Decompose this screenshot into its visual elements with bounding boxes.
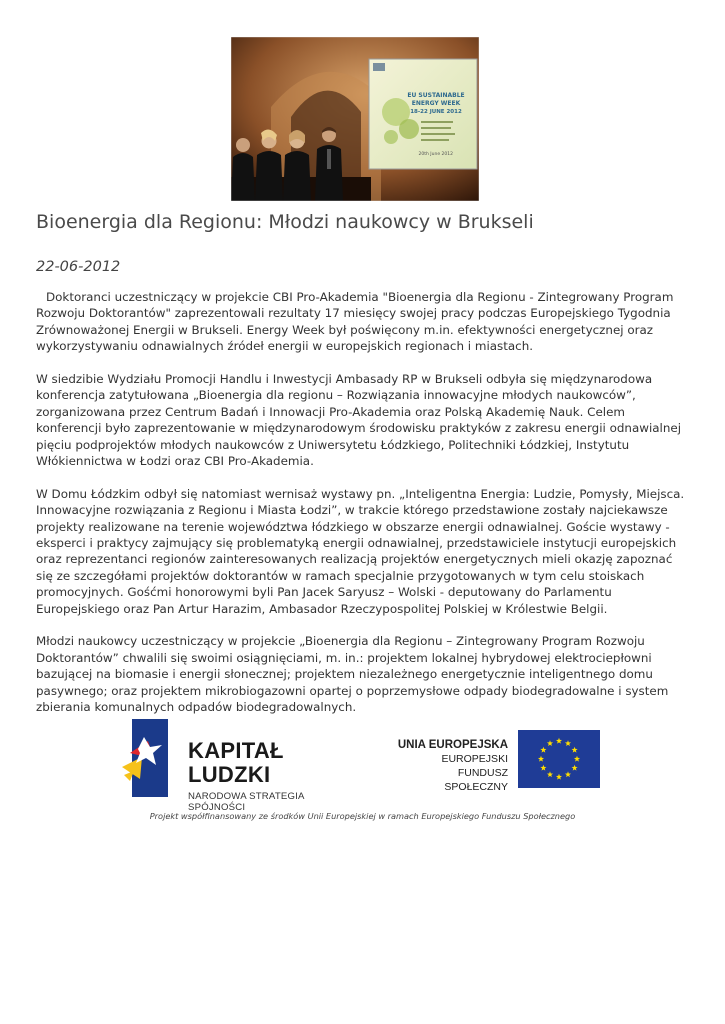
slide-line1: EU SUSTAINABLE xyxy=(407,92,465,99)
eu-flag-icon xyxy=(518,730,600,788)
cofinancing-note: Projekt współfinansowany ze środków Unii Europejskiej w ramach Europejskiego Funduszu Społecznego xyxy=(149,811,576,821)
eu-line3: FUNDUSZ SPOŁECZNY xyxy=(444,767,508,793)
article-date: 22-06-2012 xyxy=(36,259,121,275)
kapital-ludzki-title: KAPITAŁ LUDZKI xyxy=(188,738,284,787)
kapital-ludzki-logo xyxy=(120,719,360,813)
eu-line2: EUROPEJSKI xyxy=(441,753,508,765)
article-photo xyxy=(231,37,479,201)
article-body xyxy=(36,289,692,732)
slide-line2: ENERGY WEEK xyxy=(411,100,461,107)
paragraph: Doktoranci uczestniczący w projekcie CBI Pro-Akademia "Bioenergia dla Regionu - Zintegrowany Program Rozwoju Doktorantów" zaprezentowali rezultaty 17 miesięcy swojej pracy podczas Europejskiego Tygodnia Zrównoważonej Energii w Brukseli. Energy Week był poświęcony m.in. efektywności energetycznej oraz wykorzystywaniu odnawialnych źródeł energii w europejskich regionach i miastach. xyxy=(36,290,674,354)
paragraph: W Domu Łódzkim odbył się natomiast wernisaż wystawy pn. „Inteligentna Energia: Ludzie, Pomysły, Miejsca. Innowacyjne rozwiązania z Regionu i Miasta Łodzi”, w trakcie którego przedstawione zostały najciekawsze projekty realizowane na terenie województwa łódzkiego w obszarze energii odnawialnej. Goście wystawy - eksperci i praktycy zajmujący się problematyką energii odnawialnej, przedstawiciele instytucji europejskich oraz reprezentanci regionów zainteresowanych realizacją projektów energetycznych mieli okazję zapoznać się ze szczegółami projektów doktorantów w ramach specjalnie przygotowanych w tym celu stoiskach promocyjnych. Gośćmi honorowymi byli Pan Jacek Saryusz – Wolski - deputowany do Parlamentu Europejskiego oraz Pan Artur Harazim, Ambasador Rzeczypospolitej Polskiej w Królestwie Belgii. xyxy=(36,486,685,616)
slide-line3: 18-22 JUNE 2012 xyxy=(410,109,462,115)
paragraph: W siedzibie Wydziału Promocji Handlu i Inwestycji Ambasady RP w Brukseli odbyła się międzynarodowa konferencja zatytułowana „Bioenergia dla regionu – Rozwiązania innowacyjne młodych naukowców”, zorganizowana przez Centrum Badań i Innowacji Pro-Akademia oraz Polską Akademię Nauk. Celem konferencji było zaprezentowanie w międzynarodowym środowisku praktyków z zakresu energii odnawialnej pięciu podprojektów młodych naukowców z Uniwersytetu Łódzkiego, Politechniki Łódzkiej, Instytutu Włókiennictwa w Łodzi oraz CBI Pro-Akademia. xyxy=(36,372,682,469)
article-title: Bioenergia dla Regionu: Młodzi naukowcy w Brukseli xyxy=(36,211,534,233)
eu-line1: UNIA EUROPEJSKA xyxy=(397,739,508,751)
kapital-ludzki-subtitle: NARODOWA STRATEGIA SPÓJNOŚCI xyxy=(188,791,305,813)
slide-date: 20th June 2012 xyxy=(418,152,453,157)
conference-photo-graphic xyxy=(231,37,479,201)
paragraph: Młodzi naukowcy uczestniczący w projekcie „Bioenergia dla Regionu – Zintegrowany Program Rozwoju Doktorantów” chwalili się swoimi osiągnięciami, m. in.: projektem lokalnej hybrydowej elektrociepłowni bazującej na biomasie i energii słonecznej; projektem niezależnego energetycznie inteligentnego domu pasywnego; oraz projektem mikrobiogazowni opartej o poprzemysłowe odpady biodegradowalne i system zbierania komunalnych odpadów biodegradowalnych. xyxy=(36,634,669,715)
kapital-ludzki-emblem-icon xyxy=(120,719,180,797)
eu-efs-logo xyxy=(396,730,602,793)
